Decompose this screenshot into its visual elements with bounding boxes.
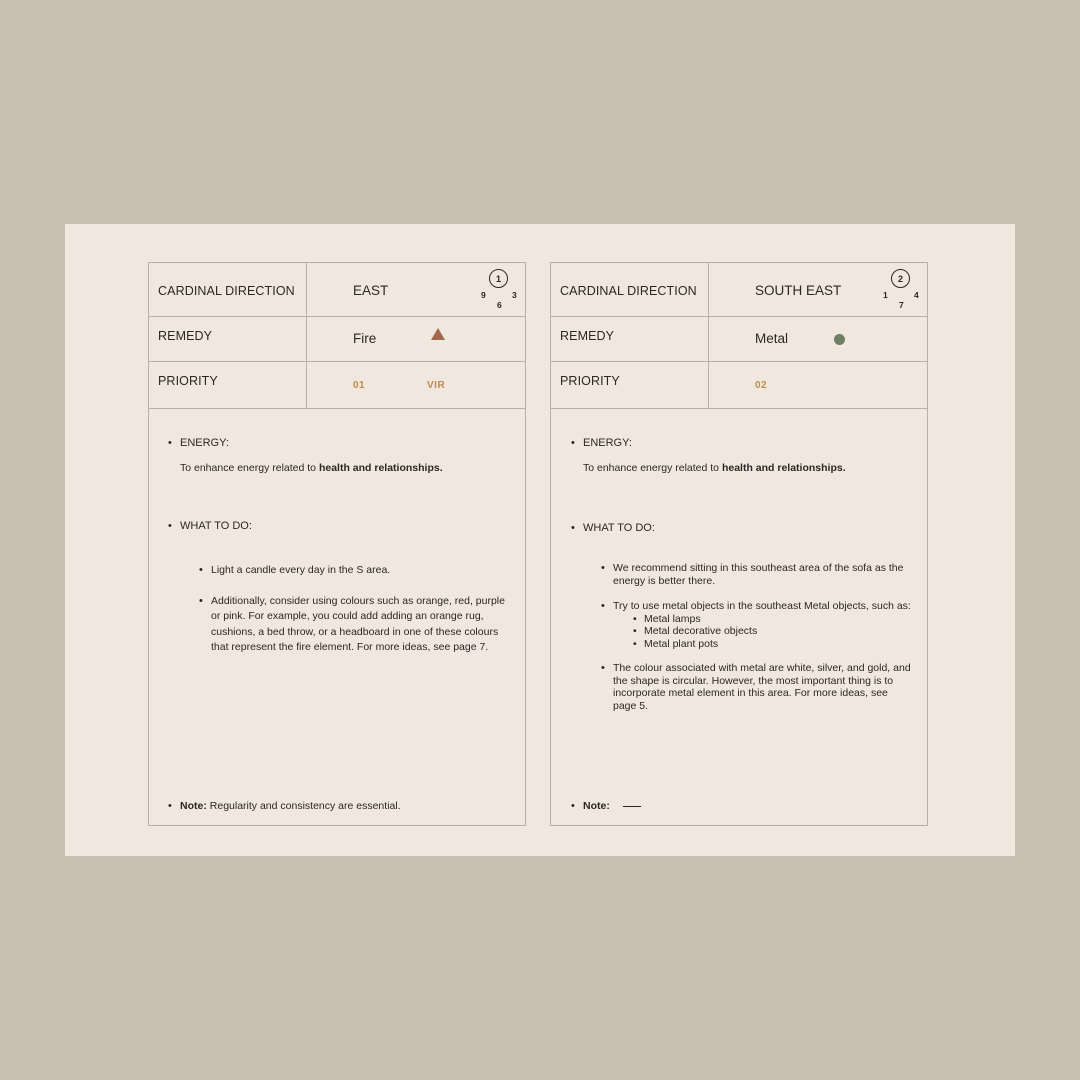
note-label: Note:	[583, 800, 610, 812]
document-sheet	[65, 224, 1015, 856]
remedy-row	[551, 316, 927, 362]
note-text: Regularity and consistency are essential.	[209, 800, 401, 812]
energy-heading: • ENERGY:	[180, 437, 229, 450]
card-body	[551, 409, 927, 825]
compass-icon	[881, 269, 929, 313]
direction-card-south-east	[550, 262, 928, 826]
note-blank-line	[623, 806, 641, 807]
energy-heading: • ENERGY:	[583, 437, 632, 450]
column-divider	[306, 263, 307, 408]
compass-left-number: 1	[883, 290, 888, 300]
compass-left-number: 9	[481, 290, 486, 300]
card-body	[149, 409, 525, 825]
priority-label: PRIORITY	[560, 374, 620, 388]
compass-top-number: 2	[891, 269, 910, 288]
priority-value: 01	[353, 380, 366, 391]
note-line	[180, 800, 401, 813]
direction-row	[149, 263, 525, 317]
compass-bottom-number: 6	[497, 300, 502, 310]
energy-text: To enhance energy related to health and relationships.	[583, 462, 846, 474]
compass-top-number: 1	[489, 269, 508, 288]
remedy-value: Fire	[353, 331, 377, 346]
remedy-row	[149, 316, 525, 362]
metal-objects-list	[632, 613, 918, 651]
direction-value: SOUTH EAST	[755, 283, 842, 298]
priority-label: PRIORITY	[158, 374, 218, 388]
direction-row	[551, 263, 927, 317]
fire-triangle-icon	[431, 328, 445, 340]
list-item: • Metal lamps	[644, 613, 918, 626]
note-line	[583, 800, 641, 813]
list-item: • Metal decorative objects	[644, 625, 918, 638]
priority-value: 02	[755, 380, 768, 391]
remedy-label: REMEDY	[560, 329, 615, 343]
metal-circle-icon	[834, 334, 845, 345]
list-item: • Metal plant pots	[644, 638, 918, 651]
direction-label: CARDINAL DIRECTION	[158, 284, 295, 298]
todo-item: • Light a candle every day in the S area.	[211, 564, 506, 577]
direction-value: EAST	[353, 283, 389, 298]
compass-bottom-number: 7	[899, 300, 904, 310]
priority-row	[551, 361, 927, 409]
priority-row	[149, 361, 525, 409]
column-divider	[708, 263, 709, 408]
todo-item: • We recommend sitting in this southeast area of the sofa as the energy is better there.	[613, 562, 913, 587]
todo-heading: • WHAT TO DO:	[583, 522, 655, 535]
remedy-value: Metal	[755, 331, 789, 346]
energy-text: To enhance energy related to health and relationships.	[180, 462, 443, 474]
todo-item: • Additionally, consider using colours such as orange, red, purple or pink. For example, you could add adding an orange rug, cushions, a bed throw, or a headboard in one of these colours that represent the fire element. For more ideas, see page 7.	[211, 594, 506, 655]
direction-label: CARDINAL DIRECTION	[560, 284, 697, 298]
todo-item: • The colour associated with metal are white, silver, and gold, and the shape is circular. However, the most important thing is to incorporate metal element in this area. For more ideas, see page 5.	[613, 662, 913, 712]
compass-icon	[479, 269, 527, 313]
todo-item: • Try to use metal objects in the southeast Metal objects, such as: • Metal lamps • Metal decorative objects • Metal plant pots	[613, 600, 918, 650]
compass-right-number: 3	[512, 290, 517, 300]
note-label: Note:	[180, 800, 207, 812]
priority-tag: VIR	[427, 380, 446, 391]
compass-right-number: 4	[914, 290, 919, 300]
remedy-label: REMEDY	[158, 329, 213, 343]
direction-card-east	[148, 262, 526, 826]
todo-heading: • WHAT TO DO:	[180, 520, 252, 533]
